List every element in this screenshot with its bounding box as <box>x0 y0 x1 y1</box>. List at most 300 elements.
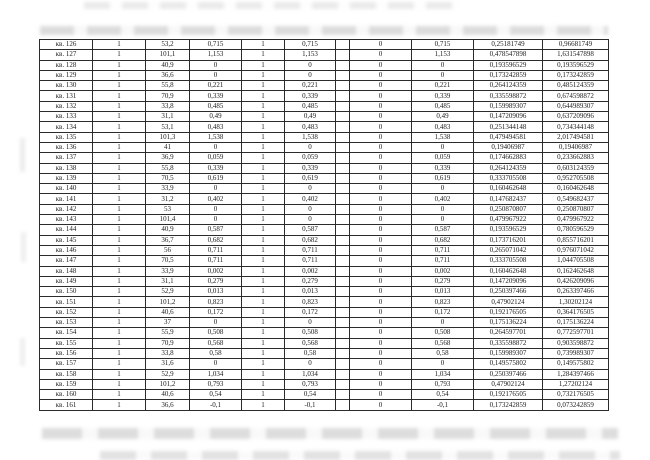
value-cell: 0,160462648 <box>543 184 609 194</box>
value-cell: 0 <box>350 101 412 111</box>
value-cell: 33,9 <box>146 184 190 194</box>
value-cell: 0,479967922 <box>474 215 543 225</box>
row-label-cell: кв. 131 <box>40 91 93 101</box>
value-cell: 0,059 <box>412 153 474 163</box>
row-label-cell: кв. 151 <box>40 297 93 307</box>
table-row <box>40 204 609 214</box>
value-cell: 37 <box>146 318 190 328</box>
value-cell: 0,485 <box>190 101 242 111</box>
value-cell: 0 <box>350 348 412 358</box>
value-cell: 0,251344148 <box>474 122 543 132</box>
value-cell: 1 <box>93 50 146 60</box>
value-cell: 0,952705508 <box>543 173 609 183</box>
value-cell: 1 <box>93 184 146 194</box>
value-cell: 1,538 <box>285 132 336 142</box>
value-cell: 0,221 <box>412 81 474 91</box>
value-cell: 0,279 <box>285 276 336 286</box>
spacer-cell <box>336 400 350 411</box>
value-cell: 36,6 <box>146 400 190 411</box>
value-cell: 0 <box>350 194 412 204</box>
value-cell: 0,264124359 <box>474 81 543 91</box>
value-cell: 0,175136224 <box>543 318 609 328</box>
value-cell: 101,2 <box>146 297 190 307</box>
row-label-cell: кв. 140 <box>40 184 93 194</box>
value-cell: 0 <box>350 91 412 101</box>
value-cell: 1 <box>242 348 285 358</box>
row-label-cell: кв. 148 <box>40 266 93 276</box>
value-cell: 0,174662883 <box>474 153 543 163</box>
value-cell: 0,192176505 <box>474 307 543 317</box>
value-cell: 0,508 <box>412 328 474 338</box>
value-cell: 0,193596529 <box>474 225 543 235</box>
value-cell: 1 <box>242 194 285 204</box>
value-cell: 0,264597701 <box>474 328 543 338</box>
value-cell: 1 <box>93 256 146 266</box>
value-cell: 0,485124359 <box>543 81 609 91</box>
value-cell: 1 <box>242 359 285 369</box>
value-cell: 0 <box>285 142 336 152</box>
table-row <box>40 369 609 379</box>
value-cell: 0,335598872 <box>474 338 543 348</box>
value-cell: 0,173242859 <box>474 400 543 411</box>
value-cell: 0,483 <box>285 122 336 132</box>
row-label-cell: кв. 144 <box>40 225 93 235</box>
value-cell: 0,823 <box>412 297 474 307</box>
value-cell: 41 <box>146 142 190 152</box>
table-row <box>40 184 609 194</box>
value-cell: 1 <box>93 101 146 111</box>
spacer-cell <box>336 122 350 132</box>
value-cell: 0,49 <box>412 112 474 122</box>
value-cell: 0,013 <box>412 287 474 297</box>
value-cell: 1 <box>242 70 285 80</box>
row-label-cell: кв. 139 <box>40 173 93 183</box>
value-cell: 101,3 <box>146 132 190 142</box>
value-cell: 1 <box>93 369 146 379</box>
value-cell: 55,8 <box>146 81 190 91</box>
value-cell: 0 <box>350 276 412 286</box>
value-cell: 0 <box>412 359 474 369</box>
table-row <box>40 112 609 122</box>
value-cell: 1 <box>242 338 285 348</box>
value-cell: 0 <box>350 369 412 379</box>
table-row <box>40 91 609 101</box>
value-cell: 0,587 <box>285 225 336 235</box>
table-row <box>40 194 609 204</box>
row-label-cell: кв. 133 <box>40 112 93 122</box>
value-cell: 0 <box>350 297 412 307</box>
value-cell: 0,619 <box>412 173 474 183</box>
value-cell: 0,364176505 <box>543 307 609 317</box>
value-cell: 0 <box>190 142 242 152</box>
row-label-cell: кв. 136 <box>40 142 93 152</box>
value-cell: 1 <box>93 400 146 411</box>
scan-bleedthrough-smudge-bottom-1 <box>42 428 618 439</box>
value-cell: 0,160462648 <box>474 266 543 276</box>
spacer-cell <box>336 142 350 152</box>
row-label-cell: кв. 130 <box>40 81 93 91</box>
table-row <box>40 70 609 80</box>
value-cell: 0 <box>350 173 412 183</box>
value-cell: 0,263397466 <box>543 287 609 297</box>
value-cell: 1 <box>242 287 285 297</box>
value-cell: 1 <box>93 225 146 235</box>
value-cell: 0,233662883 <box>543 153 609 163</box>
value-cell: 101,4 <box>146 215 190 225</box>
value-cell: 1 <box>93 163 146 173</box>
value-cell: 0,49 <box>190 112 242 122</box>
value-cell: 0 <box>350 50 412 60</box>
value-cell: 70,5 <box>146 173 190 183</box>
value-cell: 0,772597701 <box>543 328 609 338</box>
value-cell: 0,823 <box>285 297 336 307</box>
value-cell: 1 <box>93 194 146 204</box>
value-cell: 0,339 <box>285 91 336 101</box>
spacer-cell <box>336 359 350 369</box>
value-cell: 0,172 <box>285 307 336 317</box>
spacer-cell <box>336 194 350 204</box>
value-cell: -0,1 <box>412 400 474 411</box>
value-cell: 1 <box>242 184 285 194</box>
value-cell: 1 <box>242 235 285 245</box>
value-cell: -0,1 <box>285 400 336 411</box>
row-label-cell: кв. 146 <box>40 245 93 255</box>
table-row <box>40 215 609 225</box>
scan-margin-mark <box>21 232 26 262</box>
value-cell: 0 <box>190 215 242 225</box>
table-body <box>40 40 609 411</box>
value-cell: 1 <box>93 390 146 400</box>
row-label-cell: кв. 153 <box>40 318 93 328</box>
spacer-cell <box>336 132 350 142</box>
value-cell: 1 <box>242 81 285 91</box>
table-row <box>40 287 609 297</box>
value-cell: 0 <box>190 318 242 328</box>
value-cell: 1 <box>93 204 146 214</box>
value-cell: 0,483 <box>412 122 474 132</box>
row-label-cell: кв. 132 <box>40 101 93 111</box>
spacer-cell <box>336 173 350 183</box>
value-cell: 1 <box>242 245 285 255</box>
spacer-cell <box>336 101 350 111</box>
value-cell: 1 <box>242 204 285 214</box>
row-label-cell: кв. 135 <box>40 132 93 142</box>
value-cell: 1,153 <box>285 50 336 60</box>
spacer-cell <box>336 297 350 307</box>
spacer-cell <box>336 318 350 328</box>
value-cell: 0,013 <box>285 287 336 297</box>
scan-bleedthrough-smudge-bottom-2 <box>100 451 620 460</box>
value-cell: 0 <box>350 184 412 194</box>
value-cell: 55,9 <box>146 328 190 338</box>
value-cell: 0 <box>412 142 474 152</box>
value-cell: 1 <box>242 266 285 276</box>
value-cell: 0 <box>350 215 412 225</box>
value-cell: 1,034 <box>412 369 474 379</box>
value-cell: 1 <box>242 369 285 379</box>
value-cell: 53,1 <box>146 122 190 132</box>
row-label-cell: кв. 141 <box>40 194 93 204</box>
value-cell: 0 <box>412 184 474 194</box>
spacer-cell <box>336 40 350 50</box>
value-cell: 0,823 <box>190 297 242 307</box>
value-cell: 1 <box>93 379 146 389</box>
spacer-cell <box>336 81 350 91</box>
value-cell: 53,2 <box>146 40 190 50</box>
value-cell: 0 <box>412 70 474 80</box>
value-cell: 0,47902124 <box>474 297 543 307</box>
spacer-cell <box>336 204 350 214</box>
value-cell: 31,6 <box>146 359 190 369</box>
table-row <box>40 379 609 389</box>
value-cell: 1 <box>93 318 146 328</box>
value-cell: 0,587 <box>412 225 474 235</box>
value-cell: 0 <box>350 307 412 317</box>
value-cell: 0,402 <box>285 194 336 204</box>
value-cell: 0,160462648 <box>474 184 543 194</box>
table-row <box>40 328 609 338</box>
table-row <box>40 81 609 91</box>
row-label-cell: кв. 147 <box>40 256 93 266</box>
value-cell: 0 <box>350 163 412 173</box>
value-cell: 0,568 <box>412 338 474 348</box>
value-cell: 0 <box>350 142 412 152</box>
value-cell: 0 <box>350 204 412 214</box>
value-cell: 0,674598872 <box>543 91 609 101</box>
table-row <box>40 40 609 50</box>
value-cell: 0,793 <box>285 379 336 389</box>
value-cell: 1,538 <box>190 132 242 142</box>
table-row <box>40 50 609 60</box>
value-cell: 55,8 <box>146 163 190 173</box>
value-cell: 1 <box>242 173 285 183</box>
value-cell: 0,426209096 <box>543 276 609 286</box>
table-row <box>40 173 609 183</box>
value-cell: 0 <box>350 60 412 70</box>
value-cell: 0,587 <box>190 225 242 235</box>
value-cell: 0,715 <box>285 40 336 50</box>
value-cell: 1 <box>93 142 146 152</box>
scan-bleedthrough-smudge-top-1 <box>84 2 456 9</box>
value-cell: 0,485 <box>412 101 474 111</box>
table-row <box>40 359 609 369</box>
value-cell: 0 <box>350 338 412 348</box>
value-cell: 0 <box>285 359 336 369</box>
value-cell: 1 <box>93 153 146 163</box>
value-cell: 0,159989307 <box>474 101 543 111</box>
value-cell: 0,149575802 <box>543 359 609 369</box>
value-cell: 0,221 <box>190 81 242 91</box>
value-cell: 0,221 <box>285 81 336 91</box>
value-cell: 1 <box>93 91 146 101</box>
value-cell: 40,9 <box>146 60 190 70</box>
table-row <box>40 142 609 152</box>
value-cell: 0,339 <box>285 163 336 173</box>
table-row <box>40 256 609 266</box>
value-cell: 0 <box>350 390 412 400</box>
value-cell: 1 <box>93 112 146 122</box>
value-cell: 0 <box>190 60 242 70</box>
table-row <box>40 348 609 358</box>
value-cell: 0,402 <box>190 194 242 204</box>
value-cell: 33,8 <box>146 348 190 358</box>
value-cell: 1 <box>93 132 146 142</box>
value-cell: 0,162462648 <box>543 266 609 276</box>
spacer-cell <box>336 369 350 379</box>
value-cell: 0,147209096 <box>474 276 543 286</box>
value-cell: 0,002 <box>285 266 336 276</box>
value-cell: 0,47902124 <box>474 379 543 389</box>
value-cell: 0,508 <box>285 328 336 338</box>
value-cell: 1 <box>93 40 146 50</box>
value-cell: 0,193596529 <box>474 60 543 70</box>
value-cell: 101,1 <box>146 50 190 60</box>
value-cell: 1 <box>93 297 146 307</box>
table-row <box>40 400 609 411</box>
value-cell: 0 <box>350 70 412 80</box>
value-cell: 0 <box>285 318 336 328</box>
value-cell: 0,193596529 <box>543 60 609 70</box>
value-cell: 0,333705508 <box>474 173 543 183</box>
value-cell: 0,682 <box>190 235 242 245</box>
value-cell: 0,711 <box>285 256 336 266</box>
value-cell: 1 <box>242 390 285 400</box>
value-cell: 40,9 <box>146 225 190 235</box>
value-cell: 0 <box>190 184 242 194</box>
row-label-cell: кв. 152 <box>40 307 93 317</box>
value-cell: 0,147209096 <box>474 112 543 122</box>
value-cell: 1 <box>93 70 146 80</box>
spacer-cell <box>336 348 350 358</box>
value-cell: 1,153 <box>190 50 242 60</box>
row-label-cell: кв. 127 <box>40 50 93 60</box>
value-cell: 0,335598872 <box>474 91 543 101</box>
value-cell: 1 <box>93 328 146 338</box>
value-cell: 31,1 <box>146 276 190 286</box>
value-cell: 0,339 <box>190 91 242 101</box>
value-cell: 0,333705508 <box>474 256 543 266</box>
value-cell: 0,603124359 <box>543 163 609 173</box>
value-cell: 0,793 <box>190 379 242 389</box>
value-cell: 0,265071042 <box>474 245 543 255</box>
value-cell: 0,58 <box>285 348 336 358</box>
row-label-cell: кв. 143 <box>40 215 93 225</box>
value-cell: 0,172 <box>412 307 474 317</box>
value-cell: 0 <box>412 204 474 214</box>
row-label-cell: кв. 156 <box>40 348 93 358</box>
spacer-cell <box>336 60 350 70</box>
spacer-cell <box>336 235 350 245</box>
value-cell: 56 <box>146 245 190 255</box>
row-label-cell: кв. 157 <box>40 359 93 369</box>
value-cell: 0,54 <box>190 390 242 400</box>
value-cell: 0 <box>350 112 412 122</box>
row-label-cell: кв. 145 <box>40 235 93 245</box>
spacer-cell <box>336 153 350 163</box>
table-row <box>40 225 609 235</box>
value-cell: 1 <box>93 307 146 317</box>
value-cell: 0,734344148 <box>543 122 609 132</box>
value-cell: 0 <box>190 359 242 369</box>
value-cell: 0,279 <box>412 276 474 286</box>
value-cell: 0 <box>285 204 336 214</box>
table-row <box>40 318 609 328</box>
value-cell: 1 <box>242 122 285 132</box>
value-cell: 0,54 <box>285 390 336 400</box>
value-cell: 0,339 <box>412 91 474 101</box>
value-cell: 0,173242859 <box>543 70 609 80</box>
value-cell: 1,538 <box>412 132 474 142</box>
value-cell: 1,30202124 <box>543 297 609 307</box>
value-cell: 1 <box>93 81 146 91</box>
row-label-cell: кв. 142 <box>40 204 93 214</box>
value-cell: 0,479494581 <box>474 132 543 142</box>
value-cell: 0,478547898 <box>474 50 543 60</box>
value-cell: 0 <box>350 359 412 369</box>
spacer-cell <box>336 112 350 122</box>
value-cell: 1,034 <box>190 369 242 379</box>
spacer-cell <box>336 70 350 80</box>
value-cell: 0,013 <box>190 287 242 297</box>
value-cell: 0,549682437 <box>543 194 609 204</box>
spacer-cell <box>336 307 350 317</box>
value-cell: 1 <box>242 215 285 225</box>
value-cell: 0,682 <box>412 235 474 245</box>
table-row <box>40 101 609 111</box>
table-row <box>40 390 609 400</box>
row-label-cell: кв. 138 <box>40 163 93 173</box>
value-cell: 0,339 <box>412 163 474 173</box>
value-cell: 52,9 <box>146 369 190 379</box>
value-cell: 0 <box>350 266 412 276</box>
table-row <box>40 297 609 307</box>
table-row <box>40 153 609 163</box>
row-label-cell: кв. 161 <box>40 400 93 411</box>
value-cell: 1 <box>242 400 285 411</box>
value-cell: 0,250397466 <box>474 287 543 297</box>
value-cell: 0,175136224 <box>474 318 543 328</box>
value-cell: 0,715 <box>190 40 242 50</box>
value-cell: 1 <box>242 318 285 328</box>
value-cell: 1 <box>93 266 146 276</box>
value-cell: 0 <box>285 184 336 194</box>
value-cell: 0 <box>350 235 412 245</box>
table-row <box>40 245 609 255</box>
value-cell: 0,682 <box>285 235 336 245</box>
value-cell: 0,172 <box>190 307 242 317</box>
spacer-cell <box>336 390 350 400</box>
row-label-cell: кв. 128 <box>40 60 93 70</box>
value-cell: 1 <box>242 225 285 235</box>
row-label-cell: кв. 159 <box>40 379 93 389</box>
value-cell: 0,264124359 <box>474 163 543 173</box>
value-cell: 0 <box>285 60 336 70</box>
value-cell: 0,637209096 <box>543 112 609 122</box>
spacer-cell <box>336 215 350 225</box>
value-cell: 33,8 <box>146 101 190 111</box>
value-cell: 0 <box>350 122 412 132</box>
value-cell: 1 <box>93 348 146 358</box>
value-cell: 0 <box>350 225 412 235</box>
row-label-cell: кв. 137 <box>40 153 93 163</box>
value-cell: 0 <box>285 70 336 80</box>
table-row <box>40 163 609 173</box>
value-cell: 1 <box>242 60 285 70</box>
value-cell: 70,9 <box>146 338 190 348</box>
value-cell: 0,644989307 <box>543 101 609 111</box>
spacer-cell <box>336 163 350 173</box>
spacer-cell <box>336 50 350 60</box>
